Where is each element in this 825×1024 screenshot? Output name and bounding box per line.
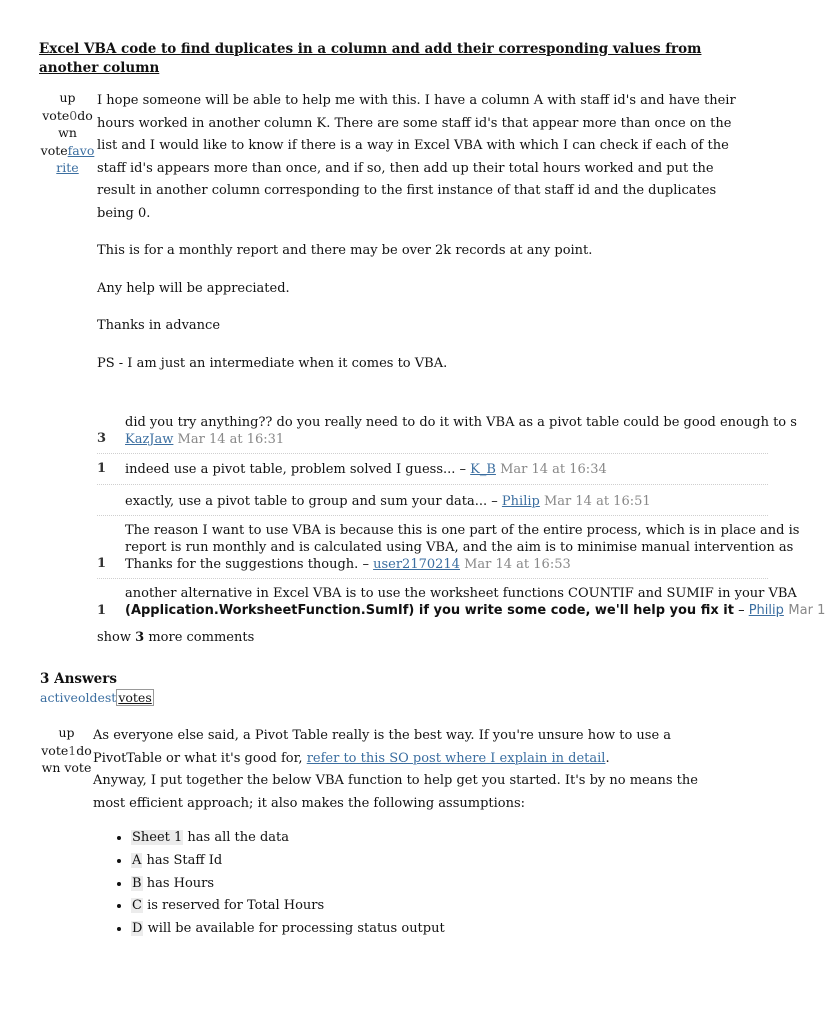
answer-vote-cell [39,724,94,777]
answer-text: As everyone else said, a Pivot Table really is the best way. If you're unsure how to use a PivotTable or what it's good for, [93,728,672,766]
answer-paragraph: Anyway, I put together the below VBA function to help get you started. It's by no means the most efficient approach; it also makes the following assumptions: [93,773,698,811]
answer-paragraph [93,725,713,770]
comment [97,485,768,516]
downvote-vote-label: vote [40,142,68,158]
comment-body: exactly, use a pivot table to group and sum your data... – [125,494,502,509]
question-title[interactable]: Excel VBA code to find duplicates in a column and add their corresponding values from another column [39,41,702,76]
comment [97,516,800,579]
answer-text: . [605,750,610,766]
vote-row [40,107,95,125]
tab-active[interactable]: active [40,690,78,705]
comment-user-link[interactable]: KazJaw [125,432,174,447]
answer-vote-row [39,742,94,760]
answer-body [93,725,713,941]
answers-header [40,671,117,687]
question-paragraph: Any help will be appreciated. [97,280,290,296]
comment-body: indeed use a pivot table, problem solved I guess... – [125,462,471,477]
comment-user-link[interactable]: Philip [501,494,540,509]
show-more-prefix: show [97,630,136,645]
inline-code: C [132,898,142,914]
comment-score: 3 [97,431,107,446]
question-paragraph: This is for a monthly report and there may be over 2k records at any point. [97,243,593,258]
comment-text-line2: report is run monthly and is calculated using VBA, and the aim is to minimise manual intervention as [125,540,794,555]
list-item-text: has all the data [183,830,290,845]
list-item [131,895,713,918]
comment-score: 1 [97,603,107,618]
comments-list [97,405,825,625]
comment-text-line3 [125,556,768,573]
list-item [131,827,713,850]
comment [97,454,768,485]
vote-count: 0 [69,107,78,123]
answer-upvote-label: vote [41,742,69,758]
show-more-comments-link[interactable] [97,630,254,645]
question-paragraph: PS - I am just an intermediate when it comes to VBA. [97,355,448,371]
inline-code: B [132,875,142,891]
comment-date: Mar 14 at 16:31 [177,432,285,447]
comment-body: Thanks for the suggestions though. – [125,557,374,572]
comment-text: another alternative in Excel VBA is to use the worksheet functions COUNTIF and SUMIF in your VBA [125,586,797,601]
answer-vote-count: 1 [68,742,77,758]
list-item-text: has Staff Id [142,852,223,868]
list-item [131,873,713,896]
answer-so-post-link[interactable]: refer to this SO post where I explain in detail [306,750,606,766]
show-more-suffix: more comments [144,630,255,645]
comment-code: (Application.WorksheetFunction.SumIf) [125,603,415,618]
answer-downvote-button[interactable]: do [76,742,92,758]
answer-upvote-button[interactable]: up [58,725,75,740]
list-item [131,850,713,873]
comment-date: Mar 1 [788,603,825,618]
comment-dash: – [733,603,749,618]
comment-text-line2 [125,602,825,619]
favorite-link[interactable]: favo [67,142,95,158]
comment-date: Mar 14 at 16:34 [500,462,607,477]
answers-count: 3 [40,671,50,687]
list-item-text: is reserved for Total Hours [142,898,325,914]
question-vote-cell [40,89,95,177]
inline-code: Sheet 1 [132,830,183,845]
show-more-count: 3 [135,630,145,645]
list-item-text: has Hours [142,875,215,891]
question-body [97,90,737,390]
inline-code: D [132,921,143,937]
comment-user-link[interactable]: user2170214 [373,557,460,572]
assumptions-list [93,827,713,941]
upvote-button[interactable]: up [59,90,76,105]
tab-votes[interactable]: votes [118,690,152,705]
upvote-label: vote [42,107,70,123]
comment-text: did you try anything?? do you really need to do it with VBA as a pivot table could be good enough to s [125,415,797,430]
comment-user-link[interactable]: K_B [470,462,496,477]
favorite-link-cont[interactable]: rite [56,160,79,175]
comment-text [125,485,768,510]
comment-score: 1 [97,556,107,571]
tab-oldest[interactable]: oldest [77,690,117,705]
comment-date: Mar 14 at 16:51 [543,494,651,509]
comment-text: The reason I want to use VBA is because this is one part of the entire process, which is in place and is [125,523,800,538]
list-item-text: will be available for processing status output [143,921,445,937]
question-paragraph: I hope someone will be able to help me with this. I have a column A with staff id's and have their hours worked in another column K. There are some staff id's that appear more than once on the list and I would like to know if there is a way in Excel VBA with which I can check if each of the staff id's appears more than once, and if so, then add up their total hours worked and put the result in another column corresponding to the first instance of that staff id and the duplicates being 0. [97,93,736,221]
answer-sort-tabs [40,690,154,705]
comment-date: Mar 14 at 16:53 [464,557,571,572]
list-item [131,918,713,941]
answers-label: Answers [49,671,117,687]
comment-text [125,454,768,478]
vote-favorite-row [40,142,95,160]
comment-bold-text: if you write some code, we'll help you fix it [414,603,734,618]
answer-downvote-label: wn vote [41,760,92,775]
comment [97,579,825,625]
inline-code: A [132,852,142,868]
question-paragraph: Thanks in advance [97,318,221,333]
comment-score: 1 [97,461,107,476]
comment [97,407,797,454]
downvote-button[interactable]: do [77,107,93,123]
downvote-label: wn [58,125,77,140]
comment-meta [125,431,768,448]
comment-user-link[interactable]: Philip [748,603,784,618]
